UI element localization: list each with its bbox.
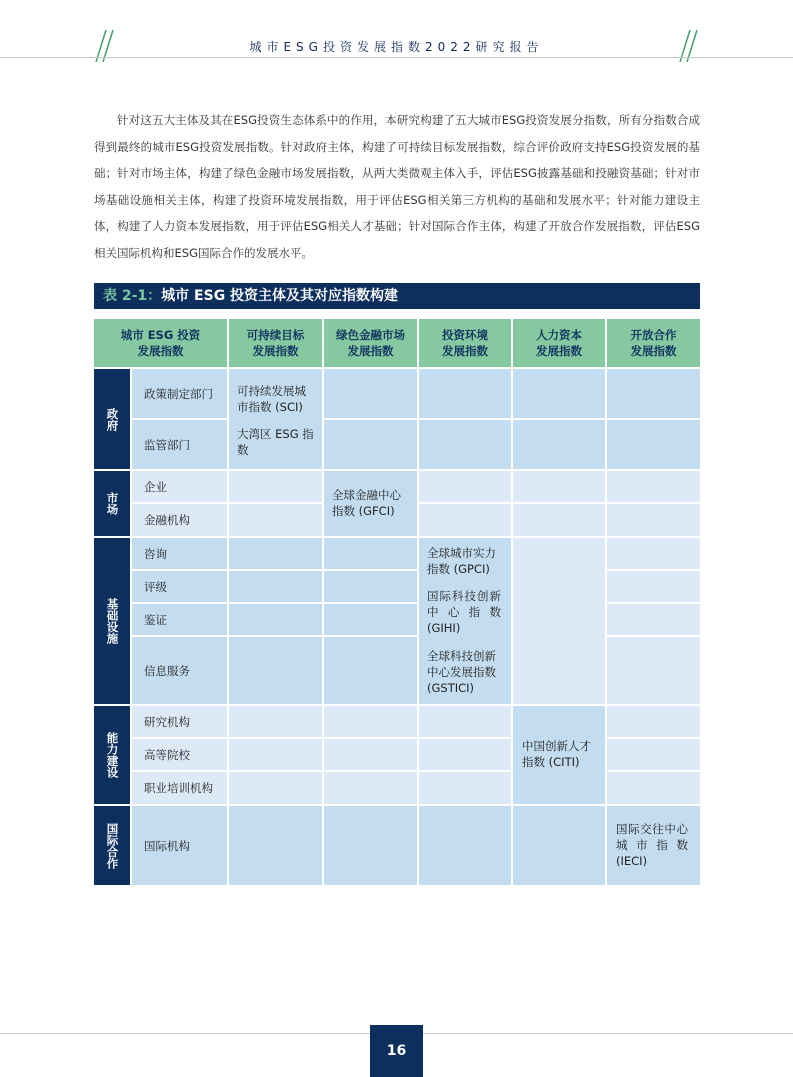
table-header-cell: 绿色金融市场 发展指数 (324, 319, 417, 367)
data-cell (419, 471, 700, 536)
table-header-cell: 开放合作 发展指数 (607, 319, 700, 367)
subject-cell: 研究机构 (132, 706, 227, 737)
index-label: 可持续发展城市指数 (SCI) (237, 384, 306, 414)
body-paragraph: 针对这五大主体及其在ESG投资生态体系中的作用，本研究构建了五大城市ESG投资发展分指数，所有分指数合成得到最终的城市ESG投资发展指数。针对政府主体，构建了可持续目标发展指数，综合评价政府支持ESG投资发展的基础；针对市场主体，构建了绿色金融市场发展指数，从两大类微观主体入手，评估ESG披露基础和投融资基础；针对市场基础设施相关主体，构建了投资环境发展指数，用于评估ESG相关第三方机构的基础和发展水平；针对能力建设主体，构建了人力资本发展指数，用于评估ESG相关人才基础；针对国际合作主体，构建了开放合作发展指数，评估ESG相关国际机构和ESG国际合作的发展水平。 (94, 113, 700, 260)
subject-cell: 高等院校 (132, 739, 227, 770)
index-label: 全球金融中心指数 (GFCI) (332, 488, 401, 518)
table-title: 城市 ESG 投资主体及其对应指数构建 (161, 288, 399, 304)
index-table (94, 319, 700, 885)
table-header-cell: 投资环境 发展指数 (419, 319, 511, 367)
page-number: 16 (370, 1025, 423, 1077)
category-cell: 政府 (94, 369, 130, 469)
table-title-bar (94, 283, 700, 309)
subject-cell: 企业 (132, 471, 227, 502)
index-label: 大湾区 ESG 指数 (237, 427, 314, 457)
body-text (94, 107, 700, 266)
index-label: 国际交往中心城市指数 (IECI) (616, 822, 688, 868)
subject-cell: 评级 (132, 571, 227, 602)
index-label: 中国创新人才指数 (CITI) (522, 739, 591, 769)
subject-cell: 国际机构 (132, 806, 227, 885)
subject-cell: 监管部门 (132, 420, 227, 469)
header-rule (0, 57, 793, 58)
index-label: 全球城市实力指数 (GPCI) (427, 546, 496, 576)
subject-cell: 鉴证 (132, 604, 227, 635)
subject-cell: 政策制定部门 (132, 369, 227, 418)
data-cell (513, 538, 700, 704)
subject-cell: 咨询 (132, 538, 227, 569)
subject-cell: 职业培训机构 (132, 772, 227, 804)
data-cell (607, 706, 700, 804)
category-cell: 基础设施 (94, 538, 130, 704)
data-cell (229, 706, 511, 804)
index-label: 全球科技创新中心发展指数 (GSTICI) (427, 649, 496, 695)
running-header: 城市ESG投资发展指数2022研究报告 (249, 40, 544, 54)
subject-cell: 金融机构 (132, 504, 227, 536)
table-header-cell: 人力资本 发展指数 (513, 319, 605, 367)
data-cell (229, 471, 322, 536)
category-cell: 国际合作 (94, 806, 130, 885)
category-cell: 市场 (94, 471, 130, 536)
index-label: 国际科技创新中心指数 (GIHI) (427, 589, 501, 635)
table-number: 表 2-1： (103, 288, 162, 304)
subject-cell: 信息服务 (132, 637, 227, 704)
category-cell: 能力建设 (94, 706, 130, 804)
table-header-cell: 可持续目标 发展指数 (229, 319, 322, 367)
table-header-cell: 城市 ESG 投资 发展指数 (94, 319, 227, 367)
